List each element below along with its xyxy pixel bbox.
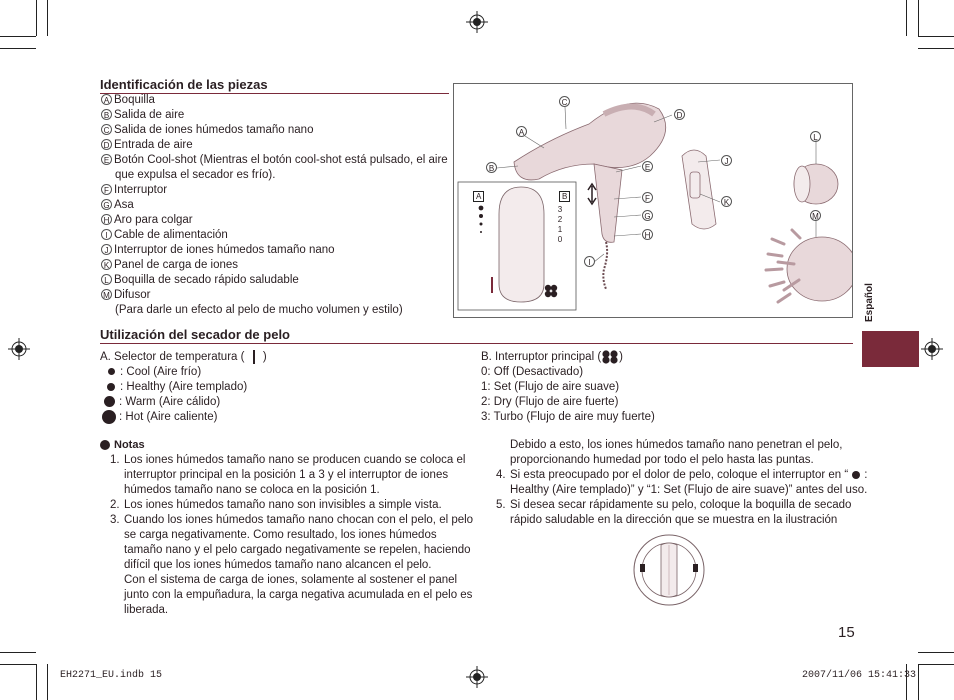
callout-b: B [486, 162, 497, 173]
nozzle-direction-illustration-icon [631, 533, 707, 607]
list-item: B Salida de aire [101, 108, 448, 123]
usage-title: Utilización del secador de pelo [100, 327, 290, 342]
parts-illustration [453, 83, 853, 318]
letter-badge: I [101, 229, 112, 240]
letter-badge: J [101, 244, 112, 255]
registration-mark-icon [466, 11, 488, 33]
language-tab [862, 331, 919, 367]
list-item: A Boquilla [101, 93, 448, 108]
callout-i: I [584, 256, 595, 267]
crop-mark [47, 664, 48, 700]
list-item-cont: (Para darle un efecto al pelo de mucho volumen y estilo) [115, 304, 403, 316]
note-3: Cuando los iones húmedos tamaño nano chocan con el pelo, el pelo se carga negativamente. Como resultado, los iones húmedos tamaño nano y el pelo cargado negativamente se repelen, haciendo difícil que los iones húmedos tamaño nano alcancen el pelo. Con el sistema de carga de iones, solamente al sostener el panel junto con la empuñadura, la carga negativa acumulada en el pelo es liberada. [124, 514, 474, 616]
note-5: Si desea secar rápidamente su pelo, coloque la boquilla de secado rápido saludable en la dirección que se muestra en la ilustración [510, 499, 852, 526]
speed-2: 2: Dry (Flujo de aire fuerte) [481, 396, 619, 408]
bullet-icon [100, 440, 110, 450]
letter-badge: H [101, 214, 112, 225]
crop-mark [906, 0, 907, 36]
main-switch-label: B. Interruptor principal ( ) [481, 351, 624, 364]
list-item-cont: que expulsa el secador es frío). [115, 169, 276, 181]
temp-dot-icon [104, 396, 115, 407]
list-item: K Panel de carga de iones [101, 258, 448, 273]
letter-badge: C [101, 124, 112, 135]
callout-f: F [642, 192, 653, 203]
crop-mark [918, 0, 919, 36]
letter-badge: L [101, 274, 112, 285]
temp-dot-icon [102, 410, 116, 424]
callout-j: J [721, 155, 732, 166]
callout-a: A [516, 126, 527, 137]
letter-badge: M [101, 289, 112, 300]
speed-0: 0: Off (Desactivado) [481, 366, 584, 378]
crop-mark [0, 36, 36, 37]
letter-badge: E [101, 154, 112, 165]
temp-cool: : Cool (Aire frío) [106, 365, 201, 380]
footer-file: EH2271_EU.indb 15 [60, 670, 163, 681]
note-number: 3. [110, 514, 120, 526]
callout-c: C [559, 96, 570, 107]
letter-badge: D [101, 139, 112, 150]
letter-badge: A [101, 94, 112, 105]
letter-badge: K [101, 259, 112, 270]
speed-3: 3: Turbo (Flujo de aire muy fuerte) [481, 411, 655, 423]
temp-selector-label: A. Selector de temperatura ( ) [100, 351, 267, 364]
thermometer-icon [253, 350, 255, 364]
list-item: D Entrada de aire [101, 138, 448, 153]
letter-badge: G [101, 199, 112, 210]
callout-k: K [721, 196, 732, 207]
crop-mark [36, 664, 37, 700]
callout-m: M [810, 210, 821, 221]
crop-mark [918, 664, 954, 665]
temp-hot: : Hot (Aire caliente) [102, 410, 217, 425]
crop-mark [918, 652, 954, 653]
temp-dot-icon [107, 383, 115, 391]
footer-timestamp: 2007/11/06 15:41:33 [802, 670, 917, 681]
crop-mark [918, 48, 954, 49]
notes-title: Notas [100, 438, 145, 453]
crop-mark [47, 0, 48, 36]
letter-badge: B [101, 109, 112, 120]
note-1: Los iones húmedos tamaño nano se producen cuando se coloca el interruptor principal en la posición 1 a 3 y el interruptor de iones húmedos tamaño nano se coloca en la posición 1. [124, 454, 466, 496]
switch-b-label: B [559, 191, 570, 202]
parts-title: Identificación de las piezas [100, 77, 268, 92]
callout-l: L [810, 131, 821, 142]
registration-mark-icon [921, 338, 943, 360]
note-number: 2. [110, 499, 120, 511]
switch-a-label: A [473, 191, 484, 202]
list-item: I Cable de alimentación [101, 228, 448, 243]
list-item: M Difusor [101, 288, 448, 303]
note-4: Si esta preocupado por el dolor de pelo, coloque el interruptor en “ : Healthy (Aire templado)” y “1: Set (Flujo de aire suave)” antes del uso. [510, 469, 868, 496]
callout-g: G [642, 210, 653, 221]
note-2: Los iones húmedos tamaño nano son invisibles a simple vista. [124, 499, 442, 511]
list-item: E Botón Cool-shot (Mientras el botón cool-shot está pulsado, el aire [101, 153, 448, 168]
note-number: 5. [496, 499, 506, 511]
note-number: 4. [496, 469, 506, 481]
page-number: 15 [838, 624, 855, 641]
temp-warm: : Warm (Aire cálido) [103, 395, 220, 410]
list-item: L Boquilla de secado rápido saludable [101, 273, 448, 288]
registration-mark-icon [466, 666, 488, 688]
crop-mark [36, 0, 37, 36]
temp-dot-icon [108, 368, 115, 375]
switch-numbers: 3 2 1 0 [557, 205, 563, 244]
crop-mark [918, 36, 954, 37]
hair-dryer-illustration-icon [454, 84, 852, 317]
callout-h: H [642, 229, 653, 240]
list-item: F Interruptor [101, 183, 448, 198]
list-item: C Salida de iones húmedos tamaño nano [101, 123, 448, 138]
list-item: G Asa [101, 198, 448, 213]
temp-healthy: : Healthy (Aire templado) [106, 380, 247, 395]
crop-mark [918, 664, 919, 700]
language-label: Español [864, 283, 875, 322]
fan-icon [601, 350, 619, 364]
callout-e: E [642, 161, 653, 172]
parts-list [101, 93, 448, 318]
callout-d: D [674, 109, 685, 120]
list-item: H Aro para colgar [101, 213, 448, 228]
crop-mark [0, 48, 36, 49]
note-3-continued: Debido a esto, los iones húmedos tamaño nano penetran el pelo, proporcionando humedad por todo el pelo hasta las puntas. [510, 439, 843, 466]
crop-mark [0, 664, 36, 665]
list-item: J Interruptor de iones húmedos tamaño nano [101, 243, 448, 258]
registration-mark-icon [8, 338, 30, 360]
speed-1: 1: Set (Flujo de aire suave) [481, 381, 620, 393]
crop-mark [0, 652, 36, 653]
letter-badge: F [101, 184, 112, 195]
healthy-dot-icon [852, 471, 860, 479]
usage-title-rule [100, 343, 853, 344]
note-number: 1. [110, 454, 120, 466]
